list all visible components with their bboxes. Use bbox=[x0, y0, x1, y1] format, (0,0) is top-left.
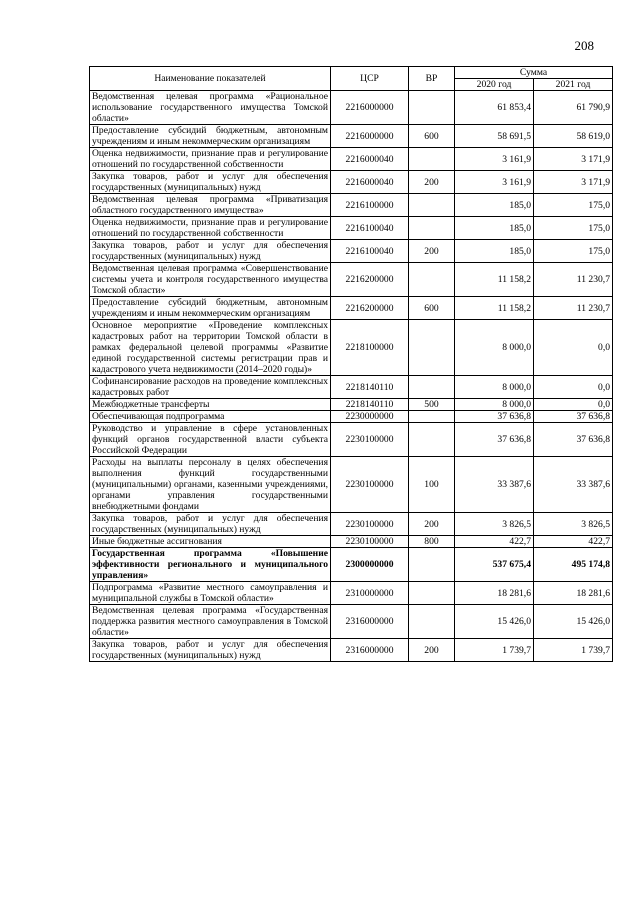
row-sum-2020: 33 387,6 bbox=[455, 457, 534, 513]
row-name: Закупка товаров, работ и услуг для обеспечения государственных (муниципальных) нужд bbox=[90, 639, 331, 662]
row-sum-2021: 0,0 bbox=[534, 320, 613, 376]
row-vr: 200 bbox=[409, 171, 455, 194]
row-sum-2020: 185,0 bbox=[455, 240, 534, 263]
row-sum-2020: 3 161,9 bbox=[455, 148, 534, 171]
table-row bbox=[90, 171, 613, 194]
row-sum-2021: 18 281,6 bbox=[534, 582, 613, 605]
row-name: Иные бюджетные ассигнования bbox=[90, 536, 331, 548]
row-name: Ведомственная целевая программа «Совершенствование системы учета и контроля государственного имущества Томской области» bbox=[90, 263, 331, 297]
row-sum-2020: 185,0 bbox=[455, 217, 534, 240]
row-csr: 2230100000 bbox=[331, 423, 409, 457]
row-vr bbox=[409, 582, 455, 605]
table-row bbox=[90, 125, 613, 148]
row-csr: 2216100040 bbox=[331, 217, 409, 240]
row-csr: 2230000000 bbox=[331, 411, 409, 423]
row-name: Оценка недвижимости, признание прав и регулирование отношений по государственной собственности bbox=[90, 217, 331, 240]
row-name: Закупка товаров, работ и услуг для обеспечения государственных (муниципальных) нужд bbox=[90, 240, 331, 263]
row-name: Руководство и управление в сфере установленных функций органов государственной власти субъекта Российской Федерации bbox=[90, 423, 331, 457]
row-vr: 800 bbox=[409, 536, 455, 548]
row-vr bbox=[409, 148, 455, 171]
row-vr bbox=[409, 194, 455, 217]
header-year-2020: 2020 год bbox=[455, 79, 534, 91]
row-sum-2021: 3 826,5 bbox=[534, 513, 613, 536]
row-vr: 600 bbox=[409, 297, 455, 320]
header-csr: ЦСР bbox=[331, 67, 409, 91]
table-row bbox=[90, 297, 613, 320]
row-name: Обеспечивающая подпрограмма bbox=[90, 411, 331, 423]
row-name: Государственная программа «Повышение эффективности регионального и муниципального управления» bbox=[90, 548, 331, 582]
row-sum-2020: 11 158,2 bbox=[455, 263, 534, 297]
row-vr bbox=[409, 263, 455, 297]
row-vr bbox=[409, 605, 455, 639]
row-csr: 2300000000 bbox=[331, 548, 409, 582]
row-sum-2020: 185,0 bbox=[455, 194, 534, 217]
row-vr: 500 bbox=[409, 399, 455, 411]
table-row bbox=[90, 457, 613, 513]
row-name: Ведомственная целевая программа «Приватизация областного государственного имущества» bbox=[90, 194, 331, 217]
table-row bbox=[90, 423, 613, 457]
header-year-2021: 2021 год bbox=[534, 79, 613, 91]
row-sum-2021: 58 619,0 bbox=[534, 125, 613, 148]
row-vr bbox=[409, 217, 455, 240]
row-sum-2021: 175,0 bbox=[534, 240, 613, 263]
row-sum-2021: 495 174,8 bbox=[534, 548, 613, 582]
table-row bbox=[90, 320, 613, 376]
row-vr: 600 bbox=[409, 125, 455, 148]
row-csr: 2218140110 bbox=[331, 399, 409, 411]
row-sum-2020: 37 636,8 bbox=[455, 423, 534, 457]
row-sum-2021: 0,0 bbox=[534, 399, 613, 411]
row-name: Межбюджетные трансферты bbox=[90, 399, 331, 411]
row-name: Оценка недвижимости, признание прав и регулирование отношений по государственной собственности bbox=[90, 148, 331, 171]
table-row bbox=[90, 194, 613, 217]
table-row bbox=[90, 399, 613, 411]
row-sum-2021: 3 171,9 bbox=[534, 171, 613, 194]
row-sum-2020: 422,7 bbox=[455, 536, 534, 548]
budget-table bbox=[89, 66, 613, 662]
row-vr bbox=[409, 423, 455, 457]
row-vr: 100 bbox=[409, 457, 455, 513]
table-row bbox=[90, 513, 613, 536]
row-csr: 2316000000 bbox=[331, 639, 409, 662]
row-sum-2021: 15 426,0 bbox=[534, 605, 613, 639]
row-csr: 2230100000 bbox=[331, 457, 409, 513]
table-row bbox=[90, 376, 613, 399]
row-name: Софинансирование расходов на проведение комплексных кадастровых работ bbox=[90, 376, 331, 399]
row-name: Предоставление субсидий бюджетным, автономным учреждениям и иным некоммерческим организациям bbox=[90, 297, 331, 320]
row-csr: 2218140110 bbox=[331, 376, 409, 399]
row-name: Основное мероприятие «Проведение комплексных кадастровых работ на территории Томской области в рамках федеральной целевой программы «Развитие единой государственной системы регистрации прав и кадастрового учета недвижимости (2014–2020 годы)» bbox=[90, 320, 331, 376]
row-csr: 2216100040 bbox=[331, 240, 409, 263]
table-body bbox=[90, 91, 613, 662]
table-row bbox=[90, 217, 613, 240]
table-row bbox=[90, 411, 613, 423]
table-row bbox=[90, 582, 613, 605]
row-sum-2020: 1 739,7 bbox=[455, 639, 534, 662]
table-row bbox=[90, 240, 613, 263]
row-csr: 2316000000 bbox=[331, 605, 409, 639]
row-sum-2020: 8 000,0 bbox=[455, 320, 534, 376]
table-row bbox=[90, 536, 613, 548]
row-sum-2021: 175,0 bbox=[534, 217, 613, 240]
row-sum-2021: 175,0 bbox=[534, 194, 613, 217]
row-sum-2021: 61 790,9 bbox=[534, 91, 613, 125]
row-csr: 2216000040 bbox=[331, 171, 409, 194]
row-sum-2020: 18 281,6 bbox=[455, 582, 534, 605]
row-name: Подпрограмма «Развитие местного самоуправления и муниципальной службы в Томской области» bbox=[90, 582, 331, 605]
table-row bbox=[90, 605, 613, 639]
row-sum-2021: 0,0 bbox=[534, 376, 613, 399]
row-name: Ведомственная целевая программа «Рациональное использование государственного имущества Томской области» bbox=[90, 91, 331, 125]
row-csr: 2216000040 bbox=[331, 148, 409, 171]
row-sum-2020: 3 826,5 bbox=[455, 513, 534, 536]
row-sum-2020: 11 158,2 bbox=[455, 297, 534, 320]
table-row bbox=[90, 148, 613, 171]
row-csr: 2216100000 bbox=[331, 194, 409, 217]
row-sum-2020: 37 636,8 bbox=[455, 411, 534, 423]
row-sum-2021: 1 739,7 bbox=[534, 639, 613, 662]
header-name: Наименование показателей bbox=[90, 67, 331, 91]
row-vr bbox=[409, 411, 455, 423]
row-csr: 2216200000 bbox=[331, 263, 409, 297]
row-sum-2021: 37 636,8 bbox=[534, 423, 613, 457]
row-vr: 200 bbox=[409, 513, 455, 536]
row-vr bbox=[409, 376, 455, 399]
row-sum-2021: 33 387,6 bbox=[534, 457, 613, 513]
row-sum-2021: 37 636,8 bbox=[534, 411, 613, 423]
table-row bbox=[90, 91, 613, 125]
row-name: Расходы на выплаты персоналу в целях обеспечения выполнения функций государственными (муниципальными) органами, казенными учреждениями, органами управления государственными внебюджетными фондами bbox=[90, 457, 331, 513]
row-name: Ведомственная целевая программа «Государственная поддержка развития местного самоуправления в Томской области» bbox=[90, 605, 331, 639]
row-sum-2020: 3 161,9 bbox=[455, 171, 534, 194]
row-sum-2021: 11 230,7 bbox=[534, 297, 613, 320]
row-vr bbox=[409, 320, 455, 376]
row-sum-2020: 58 691,5 bbox=[455, 125, 534, 148]
row-sum-2020: 537 675,4 bbox=[455, 548, 534, 582]
row-vr: 200 bbox=[409, 639, 455, 662]
row-sum-2020: 8 000,0 bbox=[455, 399, 534, 411]
row-csr: 2310000000 bbox=[331, 582, 409, 605]
row-csr: 2218100000 bbox=[331, 320, 409, 376]
row-sum-2021: 11 230,7 bbox=[534, 263, 613, 297]
row-name: Предоставление субсидий бюджетным, автономным учреждениям и иным некоммерческим организациям bbox=[90, 125, 331, 148]
row-sum-2020: 8 000,0 bbox=[455, 376, 534, 399]
row-sum-2021: 422,7 bbox=[534, 536, 613, 548]
row-sum-2020: 61 853,4 bbox=[455, 91, 534, 125]
row-name: Закупка товаров, работ и услуг для обеспечения государственных (муниципальных) нужд bbox=[90, 171, 331, 194]
row-vr bbox=[409, 91, 455, 125]
header-sum: Сумма bbox=[455, 67, 613, 79]
table-row bbox=[90, 639, 613, 662]
row-sum-2021: 3 171,9 bbox=[534, 148, 613, 171]
row-csr: 2216000000 bbox=[331, 125, 409, 148]
row-csr: 2216200000 bbox=[331, 297, 409, 320]
row-csr: 2216000000 bbox=[331, 91, 409, 125]
row-name: Закупка товаров, работ и услуг для обеспечения государственных (муниципальных) нужд bbox=[90, 513, 331, 536]
row-sum-2020: 15 426,0 bbox=[455, 605, 534, 639]
table-row bbox=[90, 263, 613, 297]
table-row bbox=[90, 548, 613, 582]
row-csr: 2230100000 bbox=[331, 536, 409, 548]
row-vr: 200 bbox=[409, 240, 455, 263]
row-csr: 2230100000 bbox=[331, 513, 409, 536]
page-number: 208 bbox=[574, 38, 594, 53]
row-vr bbox=[409, 548, 455, 582]
header-vr: ВР bbox=[409, 67, 455, 91]
